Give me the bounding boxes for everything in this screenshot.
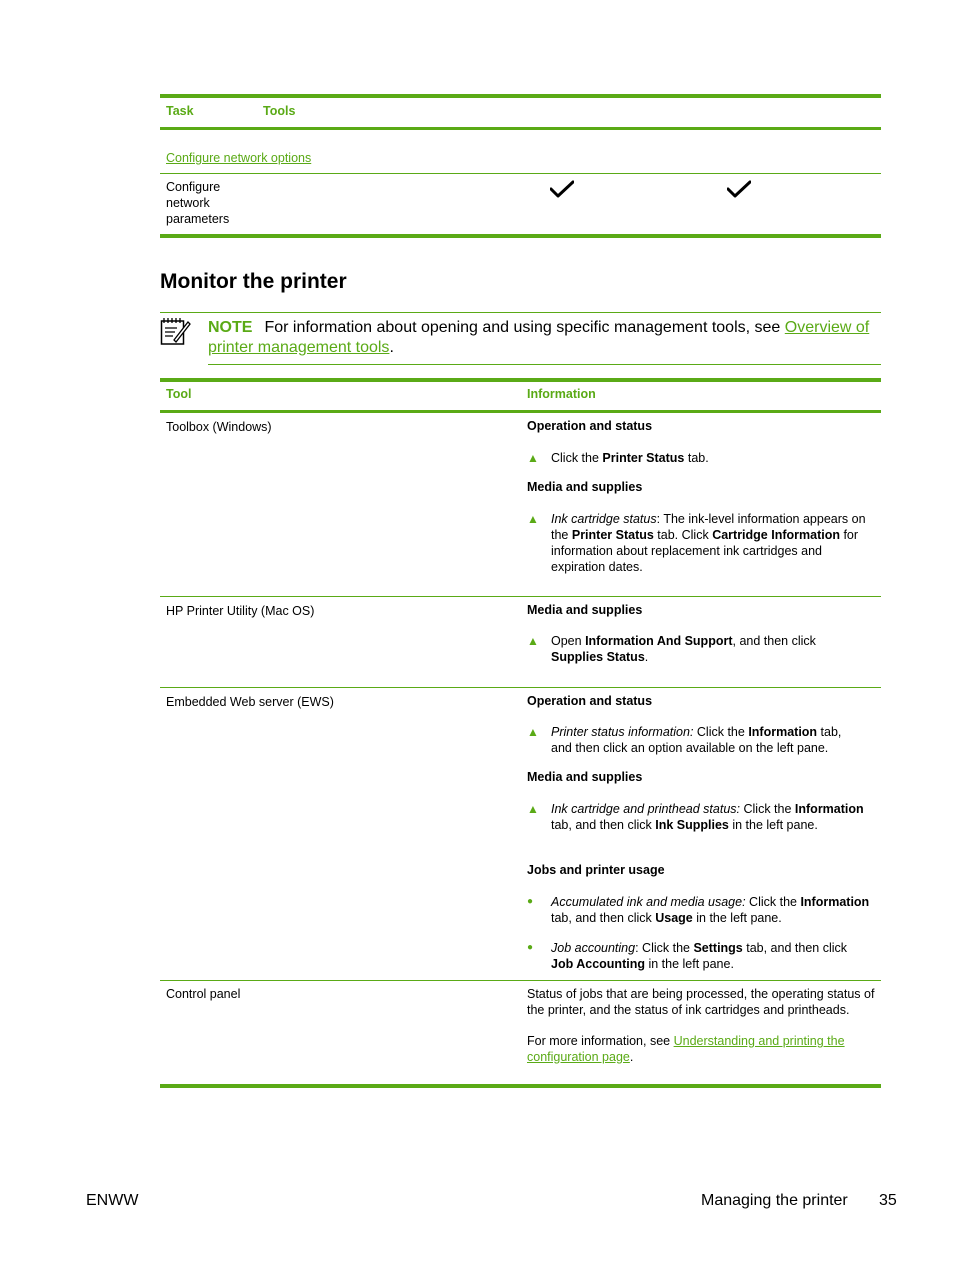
inline-text: Cartridge Information: [712, 528, 840, 542]
overview-printer-management-tools-link[interactable]: Overview of printer management tools: [208, 319, 870, 356]
bullet-text: Printer status information: Click the Information tab, and then click an option available on the left pane.: [551, 725, 842, 755]
note-text-end: .: [389, 338, 394, 356]
inline-text: Ink cartridge status: [551, 512, 657, 526]
triangle-bullet-icon: ▲: [527, 634, 539, 648]
note-bottom-rule: [208, 364, 881, 365]
note-top-rule: [160, 312, 881, 313]
monitor-table-bottom-rule: [160, 1084, 881, 1088]
control-panel-description: Status of jobs that are being processed, the operating status of the printer, and the status of ink cartridges and printheads.: [527, 987, 875, 1017]
inline-text: Information: [800, 895, 870, 909]
top-table-header-rule: [160, 127, 881, 130]
more-information-end: .: [629, 1050, 634, 1064]
inline-text: Ink Supplies: [655, 818, 729, 832]
top-table-top-rule: [160, 94, 881, 98]
inline-text: Ink cartridge and printhead status:: [551, 802, 741, 816]
row-divider: [160, 687, 881, 688]
inline-text: Usage: [655, 911, 693, 925]
checkmark-icon: [550, 180, 574, 203]
note-label: NOTE: [208, 319, 253, 336]
tool-name: Control panel: [166, 987, 241, 1001]
checkmark-icon: [727, 180, 751, 203]
row-divider: [160, 596, 881, 597]
inline-text: Printer Status: [571, 528, 654, 542]
bullet-text: Ink cartridge and printhead status: Click the Information tab, and then click Ink Supplies in the left pane.: [551, 802, 864, 832]
section-title: Monitor the printer: [160, 270, 347, 293]
bullet-text: Job accounting: Click the Settings tab, and then click Job Accounting in the left pane.: [551, 941, 847, 971]
header-task: Task: [166, 104, 194, 118]
inline-text: Job Accounting: [551, 957, 645, 971]
top-table-row-rule: [160, 173, 881, 174]
bullet-text: Accumulated ink and media usage: Click the Information tab, and then click Usage in the left pane.: [551, 895, 870, 925]
note-pad-icon: [160, 316, 192, 351]
monitor-table-header-rule: [160, 410, 881, 413]
dot-bullet-icon: ●: [527, 942, 534, 953]
inline-text: Information And Support: [585, 634, 733, 648]
task-configure-network-parameters: Configure network parameters: [166, 180, 230, 226]
top-table-bottom-rule: [160, 234, 881, 238]
tool-name: Toolbox (Windows): [166, 420, 272, 434]
configuration-page-link[interactable]: Understanding and printing the configuration page: [527, 1034, 845, 1064]
note-text: For information about opening and using specific management tools, see: [264, 319, 781, 336]
page-number: 35: [879, 1192, 897, 1209]
configure-network-options-link[interactable]: Configure network options: [166, 151, 312, 165]
inline-text: Printer status information:: [551, 725, 694, 739]
info-heading: Jobs and printer usage: [527, 863, 665, 877]
triangle-bullet-icon: ▲: [527, 512, 539, 526]
triangle-bullet-icon: ▲: [527, 451, 539, 465]
inline-text: Settings: [693, 941, 743, 955]
info-heading: Media and supplies: [527, 603, 643, 617]
more-information: [527, 1033, 867, 1065]
inline-text: Job accounting: [551, 941, 636, 955]
bullet-text: Click the Printer Status tab.: [551, 451, 709, 465]
header-information: Information: [527, 387, 596, 401]
note-body: [208, 318, 881, 357]
info-heading: Operation and status: [527, 694, 653, 708]
inline-text: Information: [748, 725, 818, 739]
inline-text: Information: [794, 802, 864, 816]
bullet-text: Ink cartridge status: The ink-level information appears on the Printer Status tab. Click Cartridge Information for information about replacement ink cartridges and expiration dates.: [551, 512, 866, 574]
tool-name: HP Printer Utility (Mac OS): [166, 604, 315, 618]
row-divider: [160, 980, 881, 981]
inline-text: Supplies Status: [551, 650, 645, 664]
footer-section: Managing the printer: [701, 1192, 848, 1209]
more-information-text: For more information, see: [527, 1034, 671, 1048]
triangle-bullet-icon: ▲: [527, 802, 539, 816]
header-tool: Tool: [166, 387, 192, 401]
triangle-bullet-icon: ▲: [527, 725, 539, 739]
info-heading: Operation and status: [527, 419, 653, 433]
header-tools: Tools: [263, 104, 296, 118]
bullet-text: Open Information And Support, and then click Supplies Status.: [551, 634, 816, 664]
inline-text: Accumulated ink and media usage:: [551, 895, 746, 909]
monitor-table-top-rule: [160, 378, 881, 382]
tool-name: Embedded Web server (EWS): [166, 695, 334, 709]
footer-left: ENWW: [86, 1192, 139, 1209]
info-heading: Media and supplies: [527, 770, 643, 784]
dot-bullet-icon: ●: [527, 896, 534, 907]
info-heading: Media and supplies: [527, 480, 643, 494]
inline-text: Printer Status: [602, 451, 685, 465]
